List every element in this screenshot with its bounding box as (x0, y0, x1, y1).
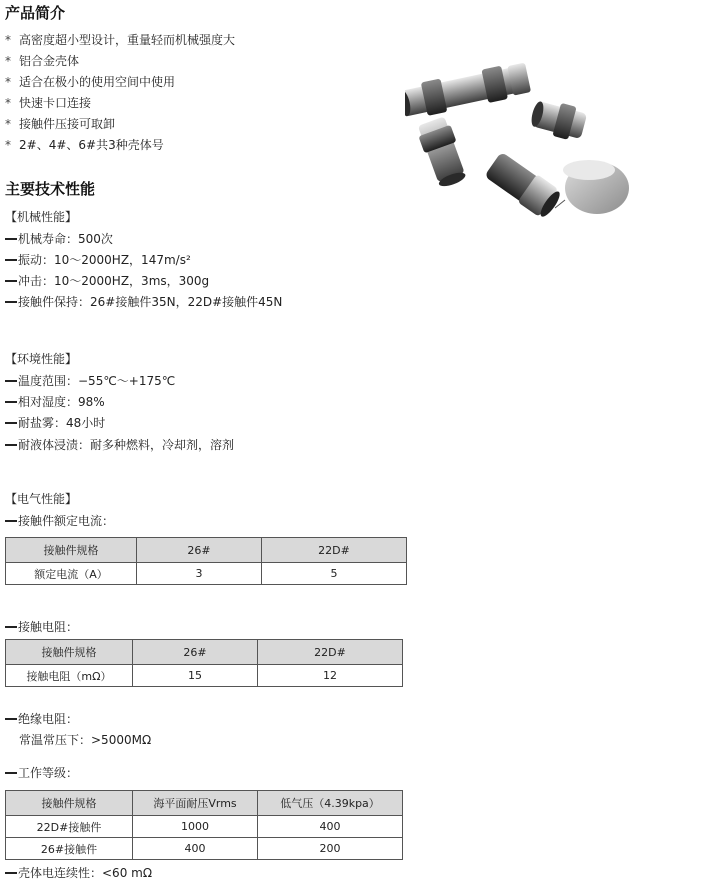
bullet-star-icon: * (5, 138, 11, 152)
table-header-cell: 接触件规格 (6, 640, 133, 665)
current-table (5, 537, 407, 585)
grade-label: 工作等级： (5, 764, 78, 781)
table-row (6, 665, 403, 687)
dash-icon (5, 380, 17, 382)
spec-line: 耐液体浸渍：耐多种燃料，冷却剂，溶剂 (5, 436, 234, 453)
intro-bullet: * 2#、4#、6#共3种壳体号 (5, 138, 164, 152)
electrical-heading: 【电气性能】 (5, 492, 78, 506)
spec-line: 冲击：10～2000HZ，3ms，300g (5, 272, 209, 289)
table-header-row (6, 791, 403, 816)
table-cell: 26#接触件 (6, 838, 133, 860)
table-row (6, 563, 407, 585)
intro-bullet: * 铝合金壳体 (5, 54, 80, 68)
table-header-cell: 低气压（4.39kpa） (258, 791, 403, 816)
table-header-cell: 22D# (258, 640, 403, 665)
continuity-line: 壳体电连续性：<60 mΩ (5, 864, 152, 881)
resistance-table (5, 639, 403, 687)
insulation-label: 绝缘电阻： (5, 710, 78, 727)
dash-icon (5, 301, 17, 303)
dash-icon (5, 872, 17, 874)
dash-icon (5, 520, 17, 522)
intro-bullet: * 适合在极小的使用空间中使用 (5, 75, 176, 89)
table-cell: 1000 (133, 816, 258, 838)
bullet-star-icon: * (5, 54, 11, 68)
table-cell: 400 (258, 816, 403, 838)
bullet-star-icon: * (5, 96, 11, 110)
table-header-cell: 26# (137, 538, 262, 563)
intro-bullet: * 接触件压接可取卸 (5, 117, 116, 131)
intro-title: 产品简介 (5, 4, 66, 22)
table-header-cell: 接触件规格 (6, 538, 137, 563)
table-cell: 3 (137, 563, 262, 585)
connector-product-photo (405, 48, 640, 226)
spec-line: 耐盐雾：48小时 (5, 414, 105, 431)
dash-icon (5, 401, 17, 403)
table-header-cell: 接触件规格 (6, 791, 133, 816)
bullet-star-icon: * (5, 75, 11, 89)
grade-table (5, 790, 403, 860)
spec-line: 振动：10～2000HZ，147m/s² (5, 251, 191, 268)
table-header-row (6, 640, 403, 665)
dash-icon (5, 422, 17, 424)
dash-icon (5, 238, 17, 240)
dash-icon (5, 626, 17, 628)
dash-icon (5, 444, 17, 446)
intro-bullet: * 快速卡口连接 (5, 96, 92, 110)
spec-line: 温度范围：−55℃～+175℃ (5, 372, 175, 389)
resistance-label: 接触电阻： (5, 618, 78, 635)
table-cell: 200 (258, 838, 403, 860)
specs-title: 主要技术性能 (5, 180, 96, 198)
table-cell: 接触电阻（mΩ） (6, 665, 133, 687)
intro-bullet: * 高密度超小型设计，重量轻而机械强度大 (5, 33, 236, 47)
dash-icon (5, 718, 17, 720)
table-header-cell: 海平面耐压Vrms (133, 791, 258, 816)
table-header-cell: 22D# (262, 538, 407, 563)
spec-line: 接触件保持：26#接触件35N，22D#接触件45N (5, 293, 282, 310)
table-cell: 22D#接触件 (6, 816, 133, 838)
spec-line: 相对湿度：98% (5, 393, 105, 410)
dash-icon (5, 280, 17, 282)
table-row (6, 838, 403, 860)
table-header-cell: 26# (133, 640, 258, 665)
bullet-star-icon: * (5, 117, 11, 131)
current-label: 接触件额定电流： (5, 512, 114, 529)
dash-icon (5, 772, 17, 774)
mechanical-heading: 【机械性能】 (5, 210, 78, 224)
table-row (6, 816, 403, 838)
spec-line: 机械寿命：500次 (5, 230, 113, 247)
environmental-heading: 【环境性能】 (5, 352, 78, 366)
insulation-value: 常温常压下：>5000MΩ (19, 733, 152, 747)
table-cell: 15 (133, 665, 258, 687)
table-cell: 400 (133, 838, 258, 860)
bullet-star-icon: * (5, 33, 11, 47)
table-header-row (6, 538, 407, 563)
table-cell: 12 (258, 665, 403, 687)
table-cell: 5 (262, 563, 407, 585)
dash-icon (5, 259, 17, 261)
table-cell: 额定电流（A） (6, 563, 137, 585)
